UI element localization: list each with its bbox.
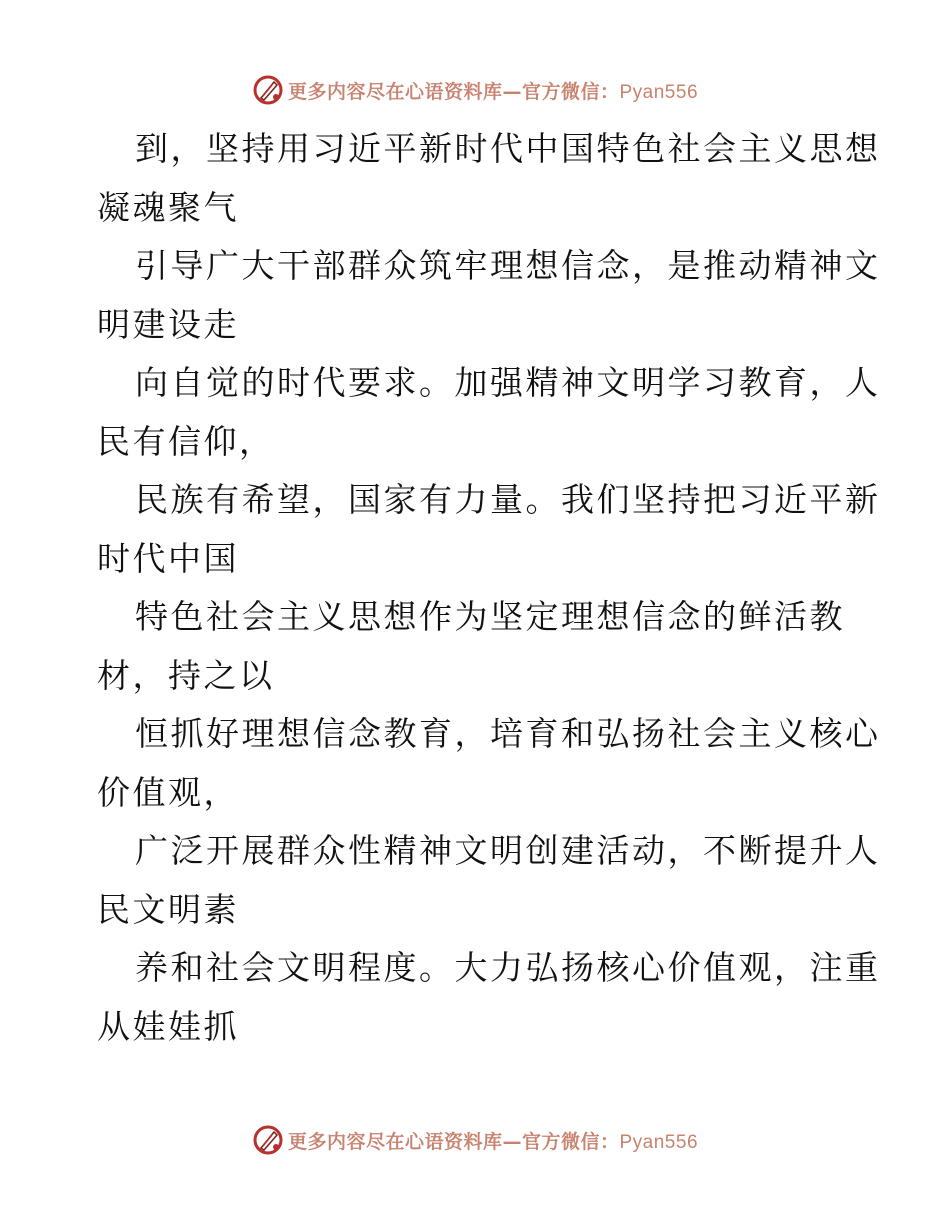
paragraph-line: 恒抓好理想信念教育，培育和弘扬社会主义核心 xyxy=(135,714,881,753)
footer-banner-label: 官方微信： xyxy=(521,1130,620,1153)
paragraph-line: 到，坚持用习近平新时代中国特色社会主义思想 xyxy=(135,129,881,168)
quill-pen-logo-icon xyxy=(252,1124,284,1156)
header-banner-label: 官方微信： xyxy=(521,80,620,103)
paragraph-line: 引导广大干部群众筑牢理想信念，是推动精神文 xyxy=(135,246,881,285)
paragraph-line: 时代中国 xyxy=(97,538,239,578)
paragraph-line: 特色社会主义思想作为坚定理想信念的鲜活教 xyxy=(135,597,845,636)
paragraph-line: 养和社会文明程度。大力弘扬核心价值观，注重 xyxy=(135,948,881,987)
paragraph-line: 民族有希望，国家有力量。我们坚持把习近平新 xyxy=(135,480,881,519)
paragraph-line: 材，持之以 xyxy=(97,655,275,695)
paragraph-line: 凝魂聚气 xyxy=(97,187,239,227)
header-banner-main: 更多内容尽在心语资料库 xyxy=(287,80,503,103)
header-banner-handle: Pyan556 xyxy=(619,81,699,103)
footer-banner-dash: — xyxy=(502,1130,522,1153)
paragraph-line: 向自觉的时代要求。加强精神文明学习教育，人 xyxy=(135,363,881,402)
paragraph-line: 民有信仰， xyxy=(97,421,275,461)
footer-banner-handle: Pyan556 xyxy=(619,1131,699,1153)
document-body xyxy=(97,120,881,1056)
footer-banner xyxy=(0,1120,950,1160)
header-banner-title xyxy=(288,77,698,104)
header-banner-dash: — xyxy=(502,80,522,103)
header-banner xyxy=(0,70,950,110)
footer-banner-main: 更多内容尽在心语资料库 xyxy=(287,1130,503,1153)
paragraph-line: 从娃娃抓 xyxy=(97,1006,239,1046)
paragraph-line: 明建设走 xyxy=(97,304,239,344)
footer-banner-title xyxy=(288,1127,698,1154)
paragraph-line: 价值观， xyxy=(97,772,239,812)
paragraph-line: 广泛开展群众性精神文明创建活动，不断提升人 xyxy=(135,831,881,870)
quill-pen-logo-icon xyxy=(252,74,284,106)
paragraph-line: 民文明素 xyxy=(97,889,239,929)
